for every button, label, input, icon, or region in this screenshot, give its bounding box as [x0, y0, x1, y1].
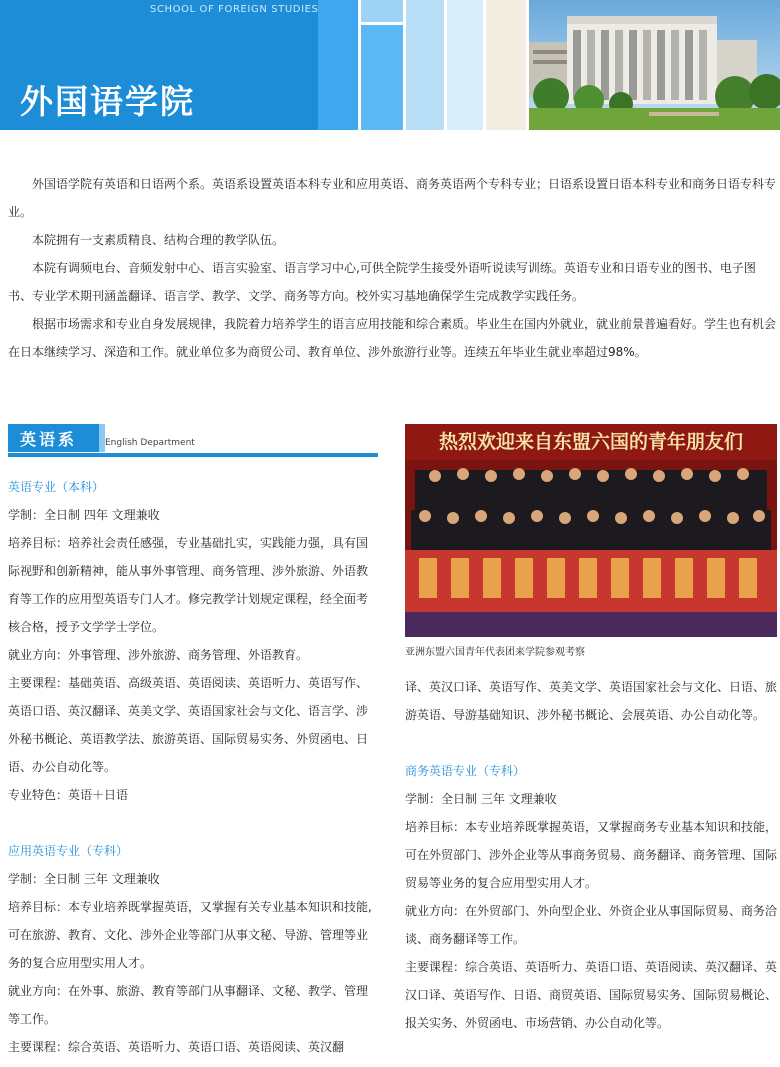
section-title-en: English Department: [105, 438, 195, 448]
major-career: 就业方向：在外贸部门、外向型企业、外资企业从事国际贸易、商务洽谈、商务翻译等工作。: [405, 904, 778, 946]
major-career: 就业方向：外事管理、涉外旅游、商务管理、外语教育。: [8, 648, 309, 662]
banner-blue-block: [0, 0, 358, 130]
intro-paragraph: 根据市场需求和专业自身发展规律，我院着力培养学生的语言应用技能和综合素质。毕业生在国内外就业，就业前景普遍看好。学生也有机会在日本继续学习、深造和工作。就业单位多为商贸公司、教育单位、涉外旅游行业等。连续五年毕业生就业率超过98%。: [8, 317, 777, 359]
major-title-applied: 应用英语专业（专科）: [8, 844, 129, 858]
major-system: 学制：全日制 三年 文理兼收: [405, 792, 557, 806]
spacer: [8, 809, 378, 837]
intro-paragraph: 外国语学院有英语和日语两个系。英语系设置英语本科专业和应用英语、商务英语两个专科专业；日语系设置日语本科专业和商务日语专科专业。: [8, 177, 777, 219]
intro-text: [8, 170, 776, 366]
major-career: 就业方向：在外事、旅游、教育等部门从事翻译、文秘、教学、管理等工作。: [8, 984, 369, 1026]
photo-caption: 亚洲东盟六国青年代表团来学院参观考察: [405, 647, 585, 658]
event-group-photo: [405, 424, 777, 637]
right-column: [405, 673, 777, 1037]
school-name-cn: 外国语学院: [20, 82, 195, 121]
section-heading: [8, 424, 378, 458]
major-courses: 主要课程：综合英语、英语听力、英语口语、英语阅读、英汉翻: [8, 1040, 345, 1054]
decor-block: [447, 0, 483, 130]
section-divider: [8, 453, 378, 457]
section-title-cn: 英语系: [8, 424, 99, 452]
intro-paragraph: 本院有调频电台、音频发射中心、语言实验室、语言学习中心,可供全院学生接受外语听说读写训练。英语专业和日语专业的图书、电子图书、专业学术期刊涵盖翻译、语言学、教学、文学、商务等方向。校外实习基地确保学生完成教学实践任务。: [8, 261, 756, 303]
left-column: [8, 473, 378, 1061]
major-goal: 培养目标：培养社会责任感强，专业基础扎实，实践能力强，具有国际视野和创新精神，能从事外事管理、商务管理、涉外旅游、外语教育等工作的应用型英语专门人才。修完教学计划规定课程，经全面考核合格，授予文学学士学位。: [8, 536, 369, 634]
decor-block: [361, 0, 403, 22]
major-system: 学制：全日制 三年 文理兼收: [8, 872, 160, 886]
major-goal: 培养目标：本专业培养既掌握英语，又掌握商务专业基本知识和技能，可在外贸部门、涉外企业等从事商务贸易、商务翻译、商务管理、国际贸易等业务的复合应用型实用人才。: [405, 820, 778, 890]
major-courses: 主要课程：基础英语、高级英语、英语阅读、英语听力、英语写作、英语口语、英汉翻译、英美文学、英语国家社会与文化、语言学、涉外秘书概论、英语教学法、旅游英语、国际贸易实务、外贸函电、日语、办公自动化等。: [8, 676, 369, 774]
spacer: [405, 729, 777, 757]
major-feature: 专业特色：英语＋日语: [8, 788, 129, 802]
building-photo: [529, 0, 780, 130]
major-goal: 培养目标：本专业培养既掌握英语，又掌握有关专业基本知识和技能, 可在旅游、教育、文化、涉外企业等部门从事文秘、导游、管理等业务的复合应用型实用人才。: [8, 900, 372, 970]
major-title-business: 商务英语专业（专科）: [405, 764, 526, 778]
major-system: 学制：全日制 四年 文理兼收: [8, 508, 160, 522]
decor-block: [406, 0, 444, 130]
photo-banner-text: 热烈欢迎来自东盟六国的青年朋友们: [438, 431, 744, 453]
header-banner: [0, 0, 780, 130]
major-title-english: 英语专业（本科）: [8, 480, 105, 494]
major-courses-continued: 译、英汉口译、英语写作、英美文学、英语国家社会与文化、日语、旅游英语、导游基础知识、涉外秘书概论、会展英语、办公自动化等。: [405, 680, 778, 722]
decor-block: [318, 0, 358, 130]
school-name-en: SCHOOL OF FOREIGN STUDIES: [150, 4, 319, 15]
intro-paragraph: 本院拥有一支素质精良、结构合理的教学队伍。: [32, 233, 285, 247]
decor-block: [486, 0, 526, 130]
major-courses: 主要课程：综合英语、英语听力、英语口语、英语阅读、英汉翻译、英汉口译、英语写作、日语、商贸英语、国际贸易实务、国际贸易概论、报关实务、外贸函电、市场营销、办公自动化等。: [405, 960, 778, 1030]
decor-block: [361, 25, 403, 130]
